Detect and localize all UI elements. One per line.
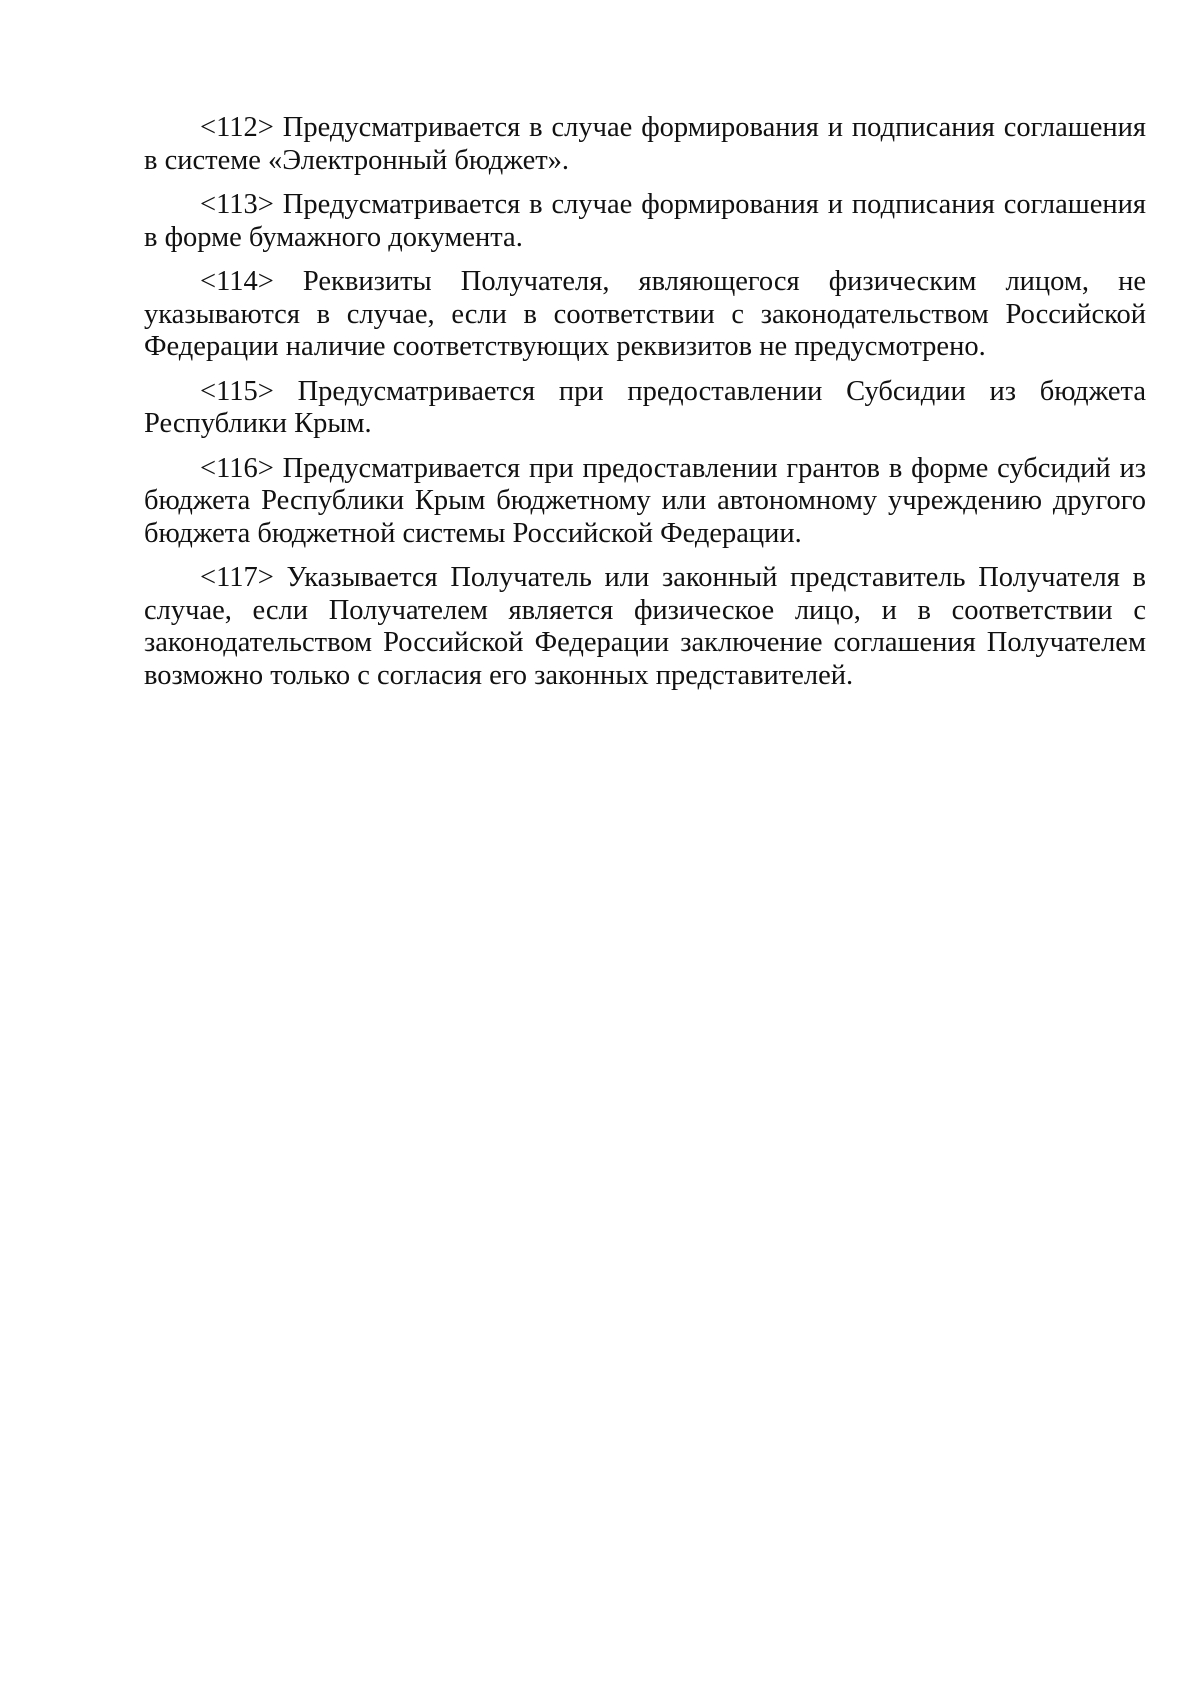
footnote-115: <115> Предусматривается при предоставлении Субсидии из бюджета Республики Крым.	[144, 375, 1146, 439]
footnote-117: <117> Указывается Получатель или законный представитель Получателя в случае, если Получателем является физическое лицо, и в соответствии с законодательством Российской Федерации заключение соглашения Получателем возможно только с согласия его законных представителей.	[144, 562, 1146, 691]
footnote-113: <113> Предусматривается в случае формирования и подписания соглашения в форме бумажного документа.	[144, 189, 1146, 253]
footnote-112: <112> Предусматривается в случае формирования и подписания соглашения в системе «Электронный бюджет».	[144, 112, 1146, 176]
footnote-114: <114> Реквизиты Получателя, являющегося физическим лицом, не указываются в случае, если в соответствии с законодательством Российской Федерации наличие соответствующих реквизитов не предусмотрено.	[144, 266, 1146, 362]
footnote-116: <116> Предусматривается при предоставлении грантов в форме субсидий из бюджета Республики Крым бюджетному или автономному учреждению другого бюджета бюджетной системы Российской Федерации.	[144, 452, 1146, 549]
footnotes-section	[144, 112, 1146, 704]
